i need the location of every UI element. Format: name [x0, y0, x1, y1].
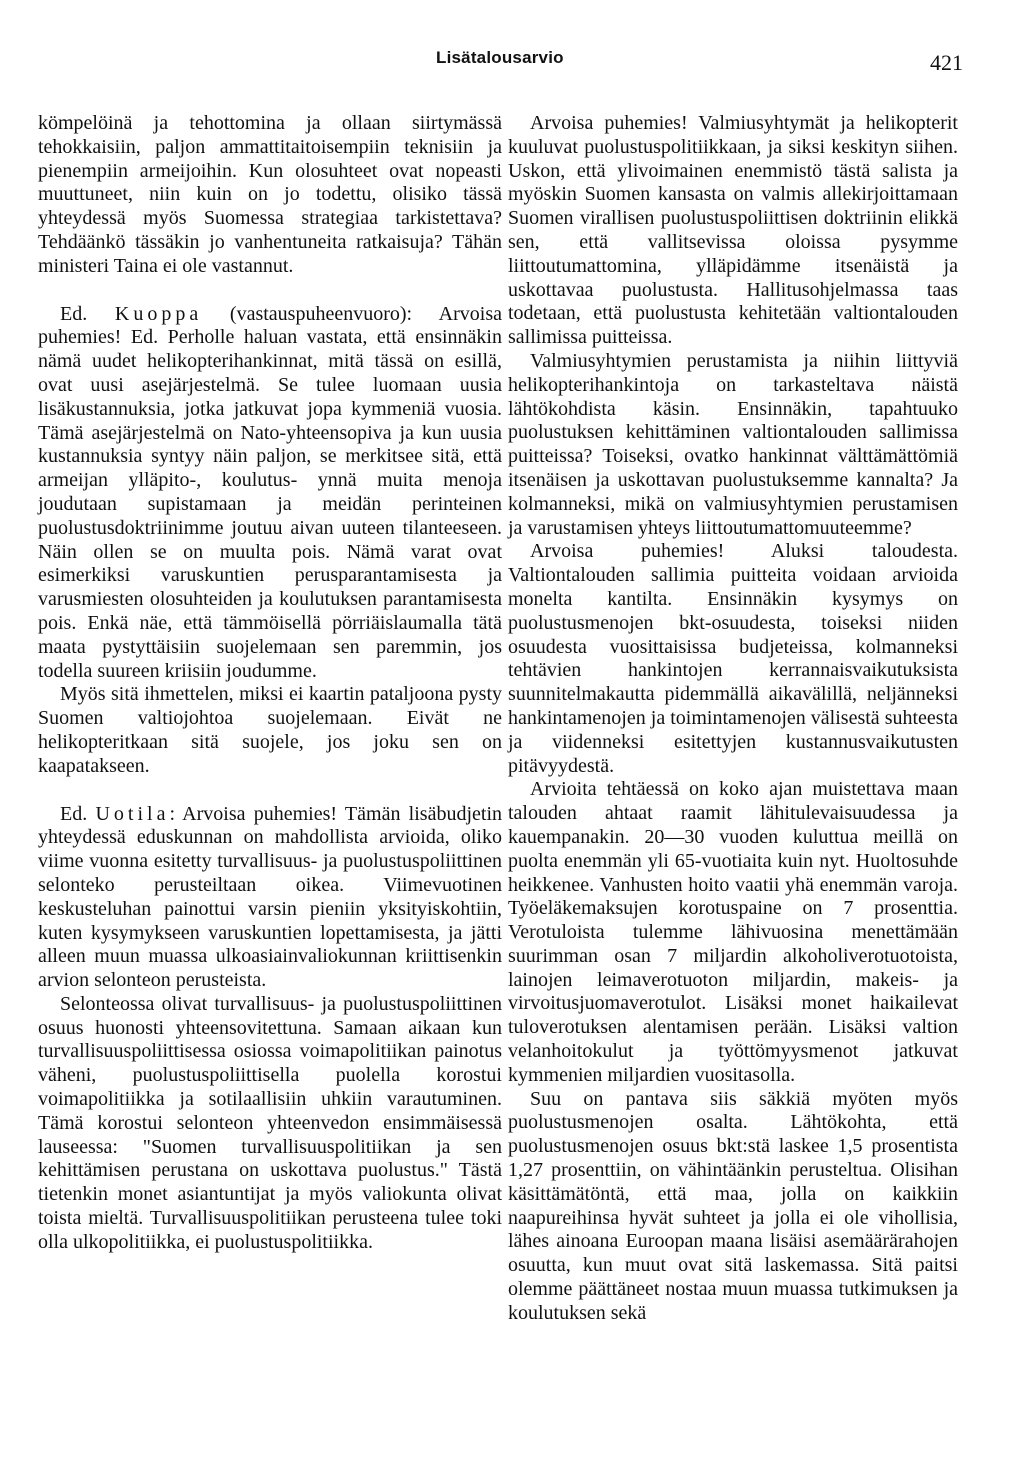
paragraph: Arvoisa puhemies! Valmiusyhtymät ja helikopterit kuuluvat puolustuspolitiikkaan, ja siksi keskityn siihen. Uskon, että ylivoimainen enemmistö tästä salista ja myöskin Suomen kansasta on valmis allekirjoittamaan Suomen virallisen puolustuspoliittisen doktriinin elikkä sen, että vallitsevissa oloissa pysymme liittoutumattomina, ylläpidämme itsenäistä ja uskottavaa puolustusta. Hallitusohjelmassa taas todetaan, että puolustusta kehitetään valtiontalouden sallimissa puitteissa.: [508, 112, 958, 349]
speech-kuoppa: [38, 303, 502, 684]
page-number: 421: [930, 50, 963, 75]
paragraph: kömpelöinä ja tehottomina ja ollaan siirtymässä tehokkaisiin, paljon ammattitaitoisempiin teknisiin ja pienempiin armeijoihin. Kun olosuhteet ovat nopeasti muuttuneet, niin kuin on jo todettu, olisiko tässä yhteydessä myös Suomessa strategiaa tarkistettava? Tehdäänkö tässäkin jo vanhentuneita ratkaisuja? Tähän ministeri Taina ei ole vastannut.: [38, 112, 502, 277]
paragraph: Suu on pantava siis säkkiä myöten myös puolustusmenojen osalta. Lähtökohta, että puolustusmenojen osuus bkt:stä laskee 1,5 prosentista 1,27 prosenttiin, on vähintäänkin perusteltua. Olisihan käsittämätöntä, että maa, jolla on kaikkiin naapureihinsa hyvät suhteet ja jolla ei ole vihollisia, lähes ainoana Euroopan maana lisäisi asemäärärahojen osuutta, kun muut ovat sitä laskemassa. Sitä paitsi olemme päättäneet nostaa muun muassa tutkimuksen ja koulutuksen sekä: [508, 1087, 958, 1324]
paragraph: Selonteossa olivat turvallisuus- ja puolustuspoliittinen osuus huonosti yhteensovitettuna. Samaan aikaan kun turvallisuuspoliittisessa osiossa voimapolitiikan painotus väheni, puolustuspoliittisella puolella korostui voimapolitiikka ja sotilaallisiin uhkiin varautuminen. Tämä korostui selonteon yhteenvedon ensimmäisessä lauseessa: "Suomen turvallisuuspolitiikan ja sen kehittämisen perustana on uskottava puolustus." Tästä tietenkin monet asiantuntijat ja myös valiokunta olivat toista mieltä. Turvallisuuspolitiikan perusteena tulee toki olla ulkopolitiikka, ei puolustuspolitiikka.: [38, 992, 502, 1253]
speaker-prefix: Ed.: [60, 302, 115, 325]
running-title: Lisätalousarvio: [436, 48, 564, 67]
speaker-name: Uotila: [95, 802, 170, 825]
speaker-prefix: Ed.: [60, 802, 96, 825]
paragraph: Valmiusyhtymien perustamista ja niihin liittyviä helikopterihankintoja on tarkasteltava näistä lähtökohdista käsin. Ensinnäkin, tapahtuuko puolustuksen kehittäminen valtiontalouden sallimissa puitteissa? Toiseksi, ovatko hankinnat välttämättömiä itsenäisen ja uskottavan puolustuksemme kannalta? Ja kolmanneksi, mikä on valmiusyhtymien perustamisen ja varustamisen yhteys liittoutumattomuuteemme?: [508, 349, 958, 539]
paragraph: Arvoisa puhemies! Aluksi taloudesta. Valtiontalouden sallimia puitteita voidaan arvioida monelta kantilta. Ensinnäkin kysymys on puolustusmenojen bkt-osuudesta, toiseksi niiden osuudesta vuosittaisissa budjeteissa, kolmanneksi tehtävien hankintojen kerrannaisvaikutuksista suunnitelmakautta pidemmällä aikavälillä, neljänneksi hankintamenojen ja toimintamenojen välisestä suhteesta ja viidenneksi esitettyjen kustannusvaikutusten pitävyydestä.: [508, 540, 958, 777]
speech-text: : Arvoisa puhemies! Tämän lisäbudjetin yhteydessä eduskunnan on mahdollista arvioida, oliko viime vuonna esitetty turvallisuus- ja puolustuspoliittinen selonteko perusteiltaan oikea. Viimevuotinen keskusteluhan painottui varsin pieniin yksityiskohtiin, kuten kysymykseen varuskuntien lopettamisesta, ja jätti alleen muun muassa ulkoasiainvaliokunnan kriittisenkin arvion selonteon perusteista.: [38, 802, 503, 992]
left-column: [38, 112, 502, 1255]
right-column: [508, 112, 958, 1326]
speaker-name: Kuoppa: [114, 302, 203, 325]
paragraph: Arvioita tehtäessä on koko ajan muistettava maan talouden ahtaat raamit lähitulevaisuudessa ja kauempanakin. 20—30 vuoden kuluttua meillä on puolta enemmän yli 65-vuotiaita kuin nyt. Huoltosuhde heikkenee. Vanhusten hoito vaatii yhä enemmän varoja. Työeläkemaksujen korotuspaine on 7 prosenttia. Verotuloista tulemme lähivuosina menettämään suurimman osan 7 miljardin alkoholiverotuotoista, lainojen leimaverotuoton miljardin, makeis- ja virvoitusjuomaverotulot. Lisäksi monet haikailevat tuloverotuksen alentamisen perään. Lisäksi valtion velanhoitokulut ja työttömyysmenot jatkuvat kymmenien miljardien vuositasolla.: [508, 778, 958, 1086]
speech-text: (vastauspuheenvuoro): Arvoisa puhemies! Ed. Perholle haluan vastata, että ensinnäkin nämä uudet helikopterihankinnat, mitä tässä on esillä, ovat uusi asejärjestelmä. Se tulee luomaan uusia lisäkustannuksia, jotka jatkuvat jopa kymmeniä vuosia. Tämä asejärjestelmä on Nato-yhteensopiva ja kun uusia kustannuksia syntyy näin paljon, se merkitsee sitä, että armeijan ylläpito-, koulutus- ynnä muita menoja joudutaan supistamaan ja meidän perinteinen puolustusdoktriinimme joutuu aivan uuteen tilanteeseen. Näin ollen se on muulta pois. Nämä varat ovat esimerkiksi varuskuntien perusparantamisesta ja varusmiesten olosuhteiden ja koulutuksen parantamisesta pois. Enkä näe, että tämmöisellä pörriäislaumalla tätä maata pystyttäisiin suojelemaan sen paremmin, jos todella suureen kriisiin joudumme.: [38, 302, 502, 682]
speech-uotila: [38, 803, 502, 993]
paragraph: Myös sitä ihmettelen, miksi ei kaartin pataljoona pysty Suomen valtiojohtoa suojelemaan. Eivät ne helikopteritkaan sitä suojele, jos joku sen on kaapatakseen.: [38, 683, 502, 777]
